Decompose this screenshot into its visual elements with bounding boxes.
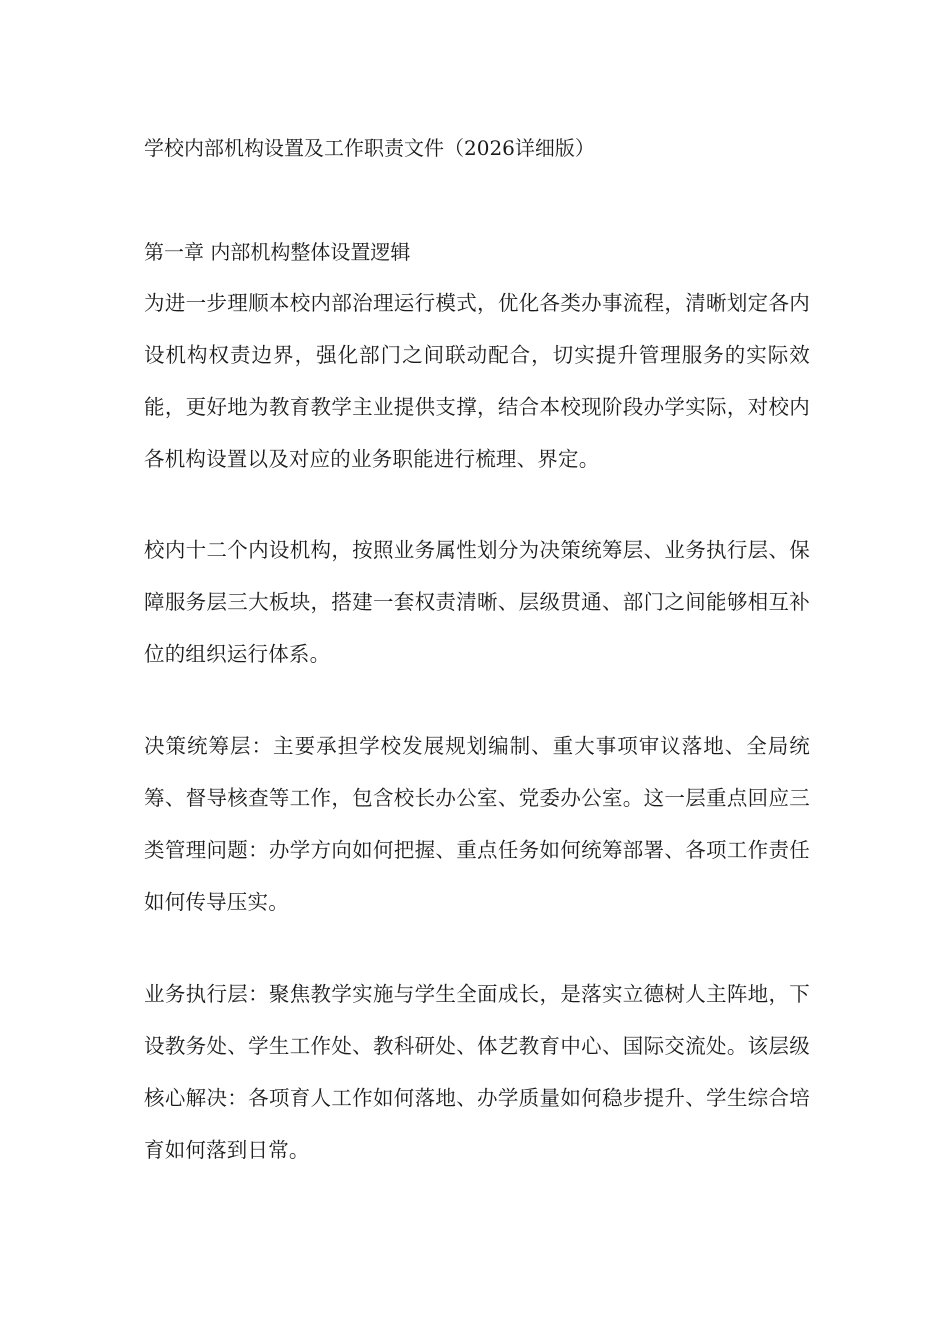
document-title: 学校内部机构设置及工作职责文件（2026详细版） [144,136,595,160]
paragraph-structure: 校内十二个内设机构，按照业务属性划分为决策统筹层、业务执行层、保障服务层三大板块，搭建一套权责清晰、层级贯通、部门之间能够相互补位的组织运行体系。 [144,538,810,666]
paragraph-decision-layer: 决策统筹层：主要承担学校发展规划编制、重大事项审议落地、全局统筹、督导核查等工作，包含校长办公室、党委办公室。这一层重点回应三类管理问题：办学方向如何把握、重点任务如何统筹部署、各项工作责任如何传导压实。 [144,734,810,914]
paragraph-intro: 为进一步理顺本校内部治理运行模式，优化各类办事流程，清晰划定各内设机构权责边界，强化部门之间联动配合，切实提升管理服务的实际效能，更好地为教育教学主业提供支撑，结合本校现阶段办学实际，对校内各机构设置以及对应的业务职能进行梳理、界定。 [144,291,810,471]
chapter-heading: 第一章 内部机构整体设置逻辑 [144,240,411,264]
paragraph-execution-layer: 业务执行层：聚焦教学实施与学生全面成长，是落实立德树人主阵地，下设教务处、学生工作处、教科研处、体艺教育中心、国际交流处。该层级核心解决：各项育人工作如何落地、办学质量如何稳步提升、学生综合培育如何落到日常。 [144,982,810,1162]
